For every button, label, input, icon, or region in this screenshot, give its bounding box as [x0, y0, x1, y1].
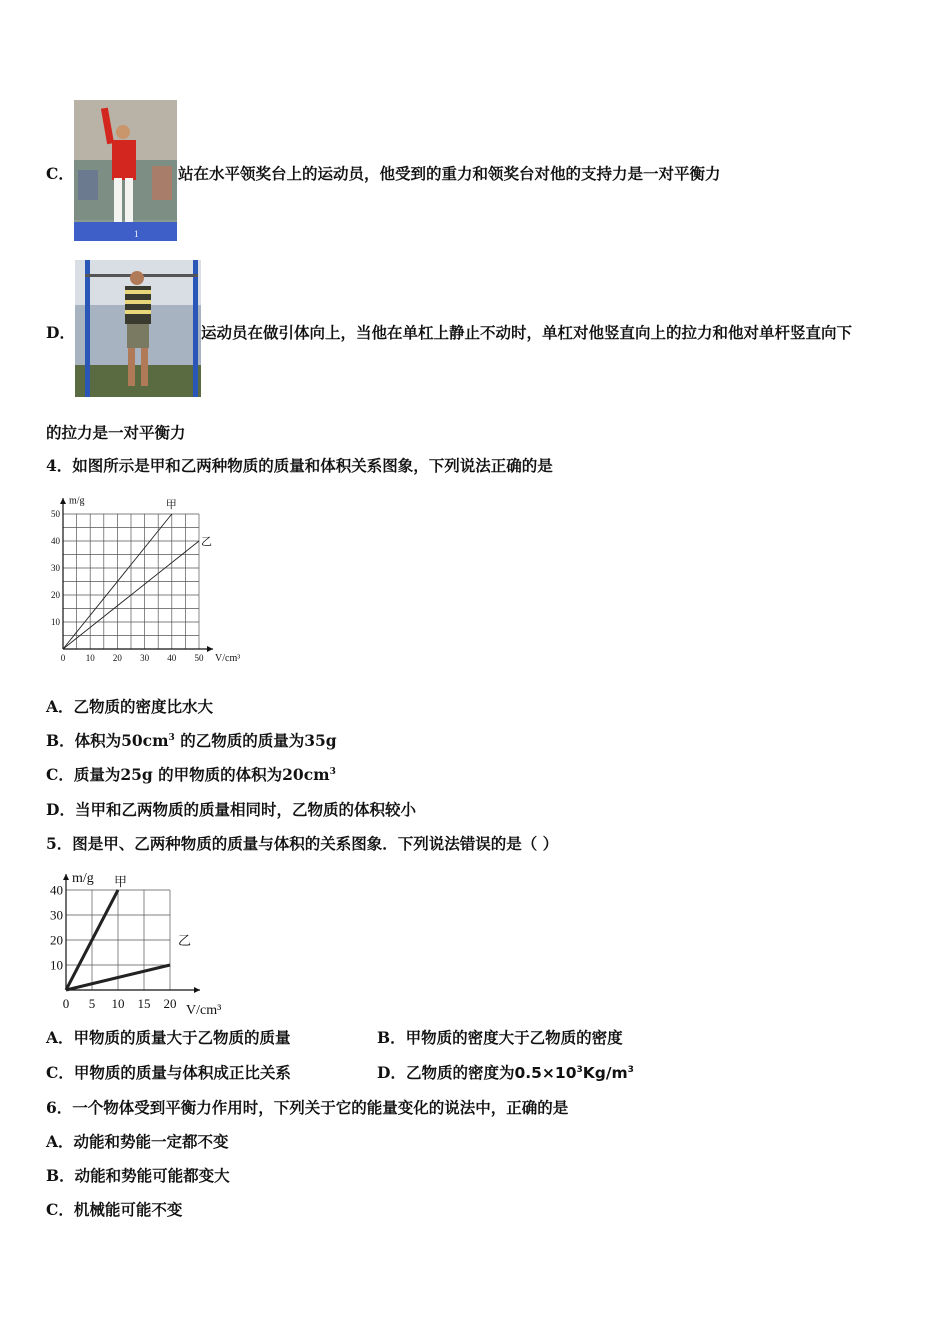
q4-option-c — [46, 765, 336, 785]
q4-option-a — [46, 697, 213, 717]
option-text: 运动员在做引体向上，当他在单杠上静止不动时，单杠对他竖直向上的拉力和他对单杆竖直向下 — [201, 323, 853, 342]
x-tick-label: 5 — [88, 996, 96, 1011]
y-tick-label: 20 — [50, 932, 63, 948]
q4-option-d — [46, 800, 416, 820]
series-label-jia: 甲 — [165, 499, 177, 511]
y-tick-label: 50 — [51, 509, 60, 520]
y-tick-label: 10 — [51, 617, 60, 628]
x-tick-label: 40 — [167, 653, 177, 663]
density-unit: Kg/m — [582, 1064, 628, 1082]
y-axis-arrow — [60, 498, 66, 504]
q5-chart — [40, 864, 240, 1022]
superscript: 3 — [576, 1064, 583, 1075]
option-d-continuation: 的拉力是一对平衡力 — [46, 423, 186, 442]
y-tick-label: 30 — [51, 563, 60, 574]
option-label: B． — [46, 1166, 75, 1185]
option-text: 当甲和乙两物质的质量相同时，乙物质的体积较小 — [74, 800, 416, 819]
option-c-top — [46, 164, 721, 184]
option-text: 机械能可能不变 — [73, 1200, 183, 1219]
option-label: A． — [46, 697, 74, 716]
podium-athlete-photo — [74, 100, 177, 241]
y-axis-label: m/g — [72, 870, 94, 886]
option-label: C． — [46, 765, 74, 784]
series-label-jia: 甲 — [114, 874, 128, 889]
q4-stem: 4．如图所示是甲和乙两种物质的质量和体积关系图象，下列说法正确的是 — [46, 456, 553, 475]
option-label: A． — [46, 1132, 74, 1151]
series-label-yi: 乙 — [201, 536, 212, 548]
option-text: 体积为50cm — [74, 731, 169, 750]
q4-option-b — [46, 731, 337, 751]
y-tick-label: 20 — [51, 590, 60, 601]
option-label: C． — [46, 164, 74, 183]
option-label: B． — [377, 1028, 406, 1047]
podium-number: 1 — [134, 229, 139, 239]
x-tick-label: 10 — [111, 996, 125, 1011]
x-axis-label: V/cm³ — [215, 653, 241, 664]
q4-grid — [60, 498, 213, 652]
q5-option-b — [377, 1028, 623, 1048]
x-tick-label: 0 — [62, 996, 70, 1011]
superscript: 3 — [627, 1064, 634, 1075]
y-axis-label: m/g — [69, 495, 85, 507]
x-tick-label: 20 — [112, 653, 122, 663]
option-label: C． — [46, 1063, 74, 1082]
option-d-top — [46, 323, 853, 343]
x-tick-label: 10 — [85, 653, 95, 663]
x-axis-label: V/cm³ — [186, 1003, 222, 1018]
q4-labels — [51, 495, 240, 664]
y-tick-label: 10 — [50, 957, 63, 973]
option-label: C． — [46, 1200, 74, 1219]
option-text: 甲物质的质量大于乙物质的质量 — [73, 1028, 291, 1047]
option-label: A． — [46, 1028, 74, 1047]
q5-stem: 5．图是甲、乙两种物质的质量与体积的关系图象．下列说法错误的是（ ） — [46, 834, 559, 853]
y-tick-label: 40 — [50, 882, 63, 898]
q6-option-c — [46, 1200, 182, 1220]
option-text-after: 的乙物质的质量为35g — [174, 731, 337, 750]
x-axis-arrow — [194, 987, 200, 993]
q5-option-c — [46, 1063, 291, 1083]
superscript: 3 — [168, 732, 175, 743]
q5-option-a — [46, 1028, 291, 1048]
q6-option-b — [46, 1166, 230, 1186]
option-label: D． — [46, 800, 75, 819]
option-text: 乙物质的密度比水大 — [73, 697, 214, 716]
series-label-yi: 乙 — [178, 933, 192, 948]
option-label: D． — [377, 1063, 406, 1082]
option-text: 动能和势能可能都变大 — [74, 1166, 230, 1185]
option-text: 甲物质的质量与体积成正比关系 — [73, 1063, 291, 1082]
y-axis-arrow — [63, 874, 69, 880]
pull-up-athlete-photo — [75, 260, 201, 397]
x-tick-label: 0 — [60, 653, 66, 663]
x-tick-label: 20 — [163, 996, 177, 1011]
superscript: 3 — [329, 766, 336, 777]
q5-option-d — [377, 1063, 634, 1083]
x-tick-label: 30 — [140, 653, 150, 663]
q6-stem: 6．一个物体受到平衡力作用时，下列关于它的能量变化的说法中，正确的是 — [46, 1098, 569, 1117]
option-text: 乙物质的密度为 — [405, 1063, 515, 1082]
option-label: D． — [46, 323, 75, 342]
option-text: 甲物质的密度大于乙物质的密度 — [405, 1028, 623, 1047]
option-label: B． — [46, 731, 75, 750]
option-text: 站在水平领奖台上的运动员，他受到的重力和领奖台对他的支持力是一对平衡力 — [178, 164, 721, 183]
x-tick-label: 50 — [194, 653, 204, 663]
option-text: 质量为25g 的甲物质的体积为20cm — [73, 765, 330, 784]
q5-labels — [50, 871, 221, 1018]
y-tick-label: 40 — [51, 536, 60, 547]
density-value: 0.5×10 — [514, 1064, 577, 1082]
q6-option-a — [46, 1132, 229, 1152]
q4-chart — [40, 486, 250, 671]
y-tick-label: 30 — [50, 907, 63, 923]
option-text: 动能和势能一定都不变 — [73, 1132, 229, 1151]
x-axis-arrow — [207, 646, 213, 652]
x-tick-label: 15 — [137, 996, 151, 1011]
